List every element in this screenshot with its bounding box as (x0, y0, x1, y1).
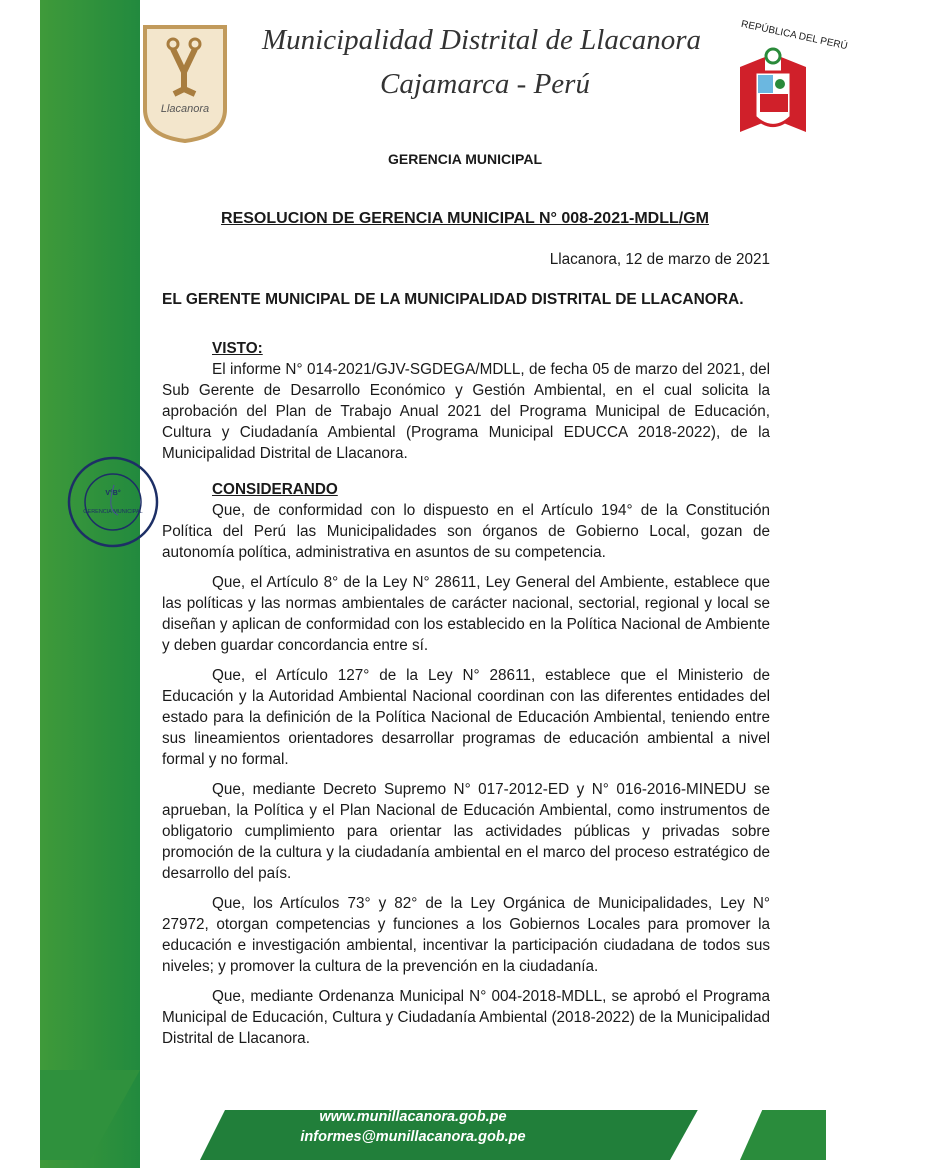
considerando-paragraph: Que, el Artículo 8° de la Ley N° 28611, Ley General del Ambiente, establece que las políticas y las normas ambientales de carácter nacional, sectorial, regional y local se diseñan y aplican de conformidad con los establecido en la Política Nacional de Ambiente y deben guardar concordancia entre sí. (162, 574, 770, 654)
visto-text: El informe N° 014-2021/GJV-SGDEGA/MDLL, de fecha 05 de marzo del 2021, del Sub Gerente de Desarrollo Económico y Gestión Ambiental, en el cual solicita la aprobación del Plan de Trabajo Anual 2021 del Programa Municipal de Educación, Cultura y Ciudadanía Ambiental (Programa Municipal EDUCCA 2018-2022), de la Municipalidad Distrital de Llacanora. (162, 361, 770, 462)
municipality-location: Cajamarca - Perú (380, 68, 590, 100)
footer-email[interactable]: informes@munillacanora.gob.pe (300, 1129, 526, 1145)
considerando-heading: CONSIDERANDO (212, 481, 338, 498)
coat-caption: REPÚBLICA DEL PERÚ (740, 18, 849, 53)
considerando-paragraph: Que, el Artículo 127° de la Ley N° 28611, establece que el Ministerio de Educación y la Autoridad Ambiental Nacional coordinan con las diferentes entidades del estado para la definición de la Política Nacional de Educación Ambiental, teniendo entre sus lineamientos orientadores desarrollar programas de educación ambiental a nivel formal y no formal. (162, 667, 770, 768)
official-stamp (66, 455, 161, 550)
svg-text:Llacanora: Llacanora (160, 103, 210, 115)
left-green-band (40, 0, 140, 1168)
resolution-body (162, 289, 770, 1058)
considerando-paragraph: Que, mediante Decreto Supremo N° 017-2012-ED y N° 016-2016-MINEDU se aprueban, la Política y el Plan Nacional de Educación Ambiental, como instrumentos de obligatorio cumplimiento para orientar las actividades públicas y privadas sobre promoción de la cultura y la ciudadanía ambiental en el marco del proceso estratégico de desarrollo del país. (162, 781, 770, 882)
document-date: Llacanora, 12 de marzo de 2021 (549, 251, 770, 268)
footer-website[interactable]: www.munillacanora.gob.pe (319, 1109, 507, 1125)
resolution-title: RESOLUCION DE GERENCIA MUNICIPAL N° 008-2021-MDLL/GM (221, 210, 709, 227)
visto-heading: VISTO: (212, 340, 263, 357)
municipality-name: Municipalidad Distrital de Llacanora (262, 24, 702, 56)
municipality-logo (140, 24, 230, 144)
addressee: EL GERENTE MUNICIPAL DE LA MUNICIPALIDAD DISTRITAL DE LLACANORA. (162, 291, 744, 308)
footer-address: Jr. Miguel Grau N° 120 - Plaza de Armas Llacanora (240, 1089, 586, 1105)
considerando-paragraph: Que, de conformidad con lo dispuesto en el Artículo 194° de la Constitución Política del Perú las Municipalidades son órganos de Gobierno Local, gozan de autonomía política, administrativa en asuntos de su competencia. (162, 502, 770, 561)
department-heading: GERENCIA MUNICIPAL (388, 151, 542, 167)
svg-text:GERENCIA MUNICIPAL: GERENCIA MUNICIPAL (83, 509, 143, 515)
svg-text:V°B°: V°B° (105, 490, 121, 497)
considerando-paragraph: Que, mediante Ordenanza Municipal N° 004-2018-MDLL, se aprobó el Programa Municipal de Educación, Cultura y Ciudadanía Ambiental (2018-2022) de la Municipalidad Distrital de Llacanora. (162, 988, 770, 1047)
considerando-paragraph: Que, los Artículos 73° y 82° de la Ley Orgánica de Municipalidades, Ley N° 27972, otorgan competencias y funciones a los Gobiernos Locales para promover la educación e investigación ambiental, incentivar la participación ciudadana de todos sus niveles; y promover la cultura de la prevención en la ciudadanía. (162, 895, 770, 975)
